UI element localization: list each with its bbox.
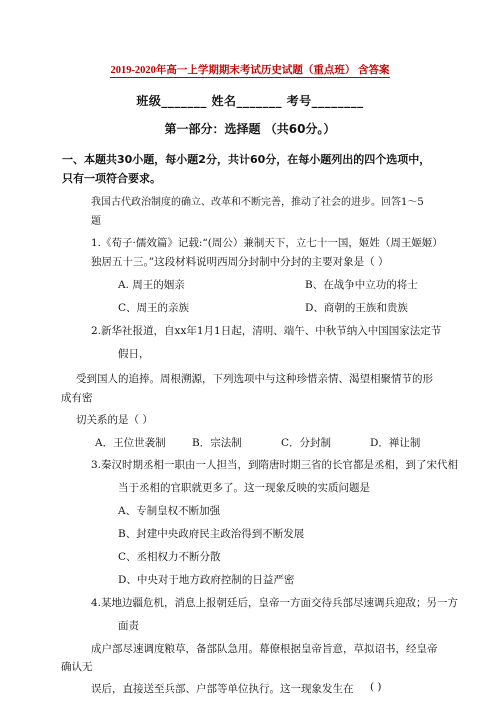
- q4-stem-line-4: 确认无: [61, 661, 93, 673]
- document-title: 2019-2020年高一上学期期末考试历史试题（重点班） 含答案: [110, 65, 390, 76]
- student-info-line: 班级_______ 姓名_______ 考号________: [136, 94, 364, 108]
- q1-stem-line-1: 1.《荀子·儒效篇》记载:“(周公）兼制天下，立七十一国，姬姓（周王姬姬）: [91, 237, 443, 249]
- q3-stem-line-2: 当于丞相的官职就更多了。这一现象反映的实质问题是: [118, 482, 370, 494]
- q4-stem-line-2: 面责: [118, 620, 139, 632]
- q3-stem-line-1: 3.秦汉时期丞相一职由一人担当，到隋唐时期三省的长官都是丞相，到了宋代相: [91, 459, 459, 471]
- q4-answer-blank: ( ): [370, 681, 382, 693]
- q4-stem-line-3: 成户部尽速调度粮草，备部队急用。幕僚根据皇帝旨意，草拟诏书，经皇帝: [91, 643, 438, 655]
- intro-line-1: 我国古代政治制度的确立、改革和不断完善，推动了社会的进步。回答1～5: [91, 197, 424, 208]
- q2-option-a: A．王位世袭制: [95, 437, 166, 449]
- q3-option-a: A、专制皇权不断加强: [118, 505, 221, 517]
- q2-stem-line-1: 2.新华社报道，自xx年1月1日起，清明、端午、中秋节纳入中国国家法定节: [91, 325, 442, 337]
- q1-option-d: D、商朝的王族和贵族: [305, 302, 408, 314]
- instructions-line-2: 只有一项符合要求。: [62, 172, 161, 185]
- intro-line-2: 题: [91, 216, 101, 227]
- q1-stem-line-2: 独居五十三。”这段材料说明西周分封制中分封的主要对象是（ ）: [91, 256, 389, 268]
- q2-option-d: D．禅让制: [370, 437, 421, 449]
- q2-option-c: C．分封制: [281, 437, 332, 449]
- q3-option-c: C、丞相权力不断分散: [118, 551, 221, 563]
- instructions-line-1: 一、本题共30小题，每小题2分，共计60分，在每小题列出的四个选项中，: [62, 153, 431, 166]
- q1-option-c: C、周王的亲族: [118, 302, 190, 314]
- q2-stem-line-4: 成有密: [61, 392, 93, 404]
- q2-stem-line-5: 切关系的是（ ）: [76, 414, 153, 426]
- q3-option-b: B、封建中央政府民主政治得到不断发展: [118, 528, 305, 540]
- q2-option-b: B．宗法制: [192, 437, 242, 449]
- q2-stem-line-2: 假日，: [118, 348, 150, 360]
- q4-stem-line-5: 误后，直接送至兵部、户部等单位执行。这一现象发生在: [91, 683, 354, 695]
- q1-option-a: A. 周王的姻亲: [118, 279, 185, 291]
- q1-option-b: B、在战争中立功的将士: [305, 279, 418, 291]
- section-title: 第一部分：选择题 （共60分。）: [164, 122, 336, 136]
- q2-stem-line-3: 受到国人的追捧。周根溯源，下列选项中与这种珍惜亲情、渴望相聚情节的形: [76, 373, 433, 385]
- q4-stem-line-1: 4.某地边疆危机，消息上报朝廷后，皇帝一方面交待兵部尽速调兵迎敌；另一方: [91, 597, 459, 609]
- q3-option-d: D、中央对于地方政府控制的日益严密: [118, 574, 295, 586]
